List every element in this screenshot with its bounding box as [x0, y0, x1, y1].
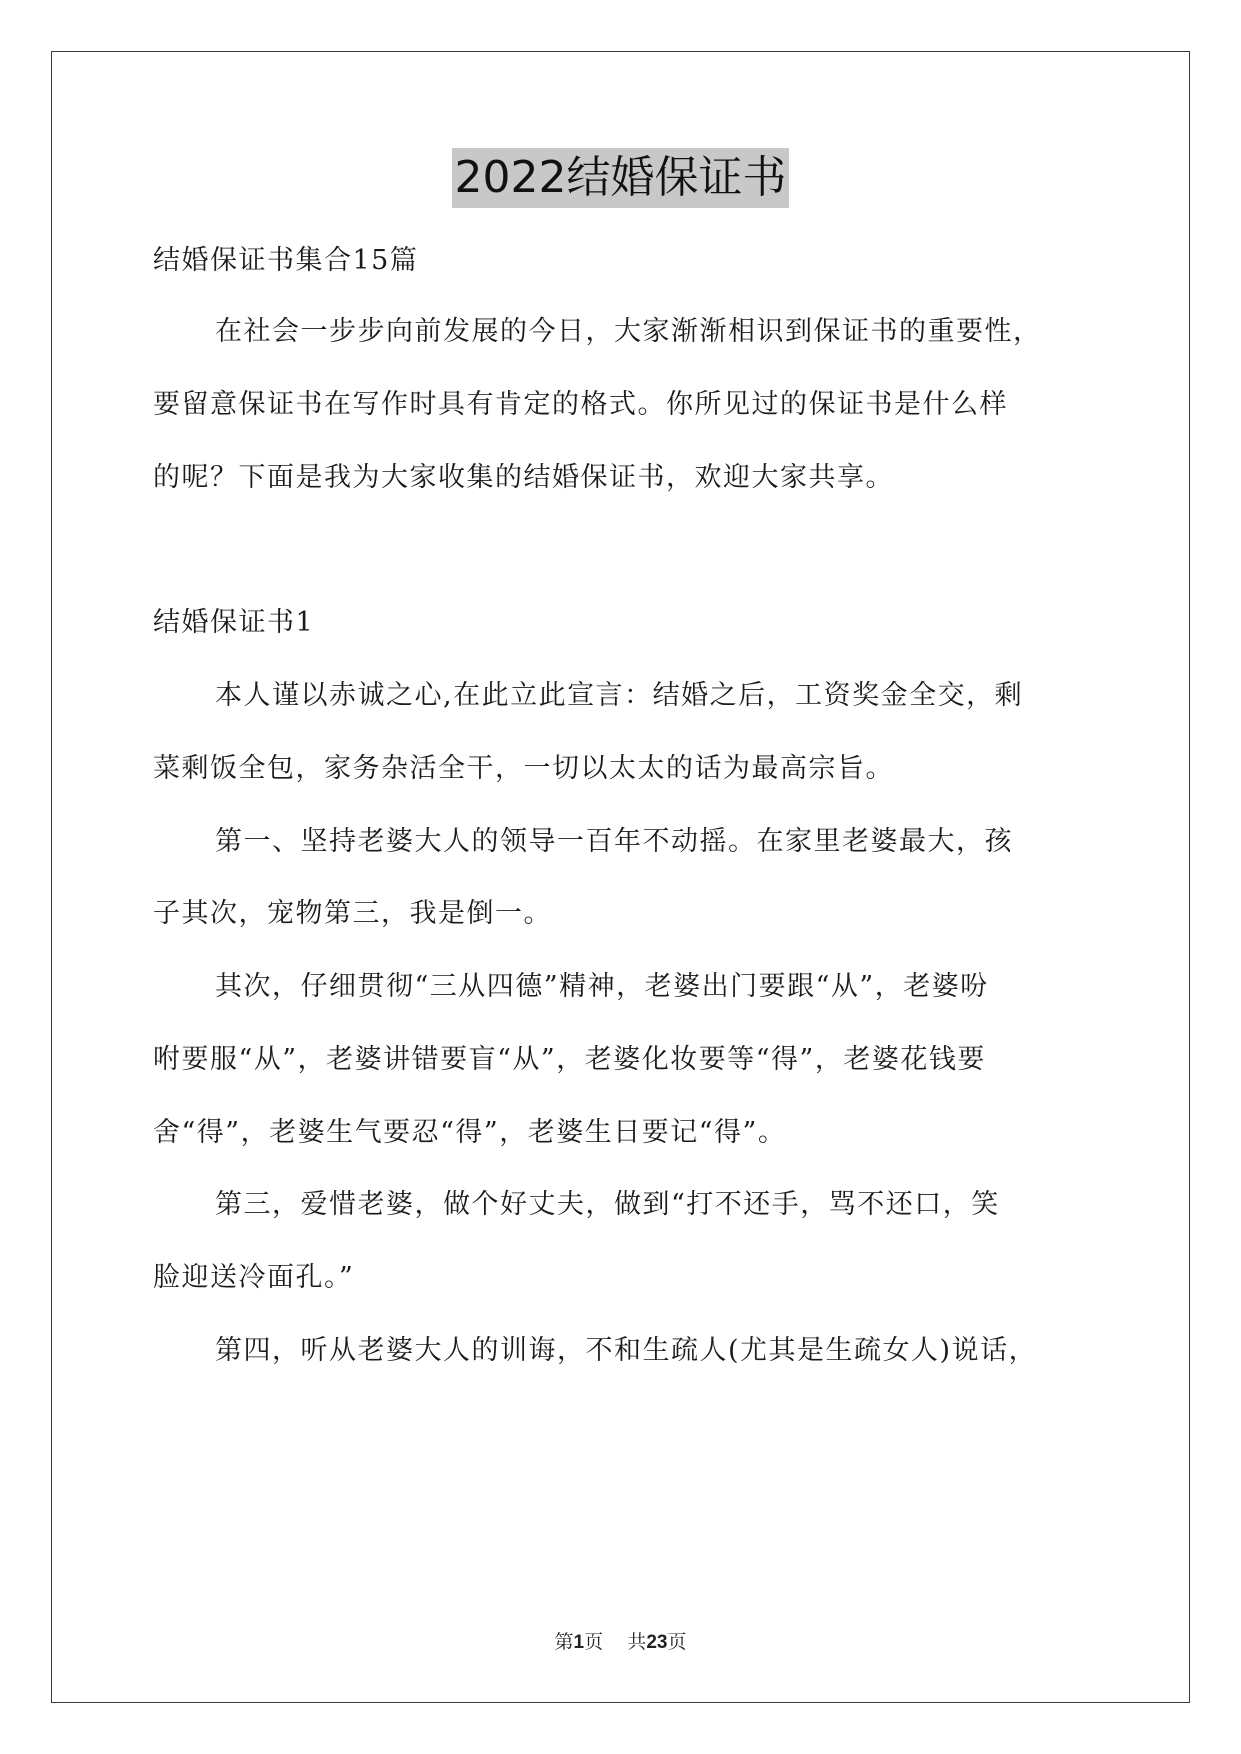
page-current: 1 — [573, 1632, 585, 1653]
paragraph-line: 其次，仔细贯彻“三从四德”精神，老婆出门要跟“从”，老婆吩 — [215, 971, 989, 1002]
page-border — [51, 51, 1190, 1703]
section-heading: 结婚保证书1 — [153, 607, 315, 638]
paragraph-line: 要留意保证书在写作时具有肯定的格式。你所见过的保证书是什么样 — [153, 389, 1008, 420]
paragraph-line: 的呢？下面是我为大家收集的结婚保证书，欢迎大家共享。 — [153, 462, 894, 493]
paragraph-line: 在社会一步步向前发展的今日，大家渐渐相识到保证书的重要性， — [215, 316, 1042, 347]
page-prefix: 第 — [554, 1631, 574, 1653]
page-label: 页 — [584, 1631, 604, 1653]
total-prefix: 共 — [627, 1631, 647, 1653]
paragraph-line: 第三，爱惜老婆，做个好丈夫，做到“打不还手，骂不还口，笑 — [215, 1189, 1000, 1220]
paragraph-line: 舍“得”，老婆生气要忍“得”，老婆生日要记“得”。 — [153, 1117, 787, 1148]
total-label: 页 — [667, 1631, 687, 1653]
document-title: 2022结婚保证书 — [452, 148, 790, 208]
page-total: 23 — [646, 1632, 668, 1653]
paragraph-line: 第四，听从老婆大人的训诲，不和生疏人(尤其是生疏女人)说话， — [215, 1335, 1038, 1366]
title-container — [0, 148, 1241, 208]
page-footer — [0, 1630, 1241, 1655]
paragraph-line: 第一、坚持老婆大人的领导一百年不动摇。在家里老婆最大，孩 — [215, 826, 1013, 857]
paragraph-line: 脸迎送冷面孔。” — [153, 1262, 355, 1293]
paragraph-line: 菜剩饭全包，家务杂活全干，一切以太太的话为最高宗旨。 — [153, 753, 894, 784]
paragraph-line: 本人谨以赤诚之心,在此立此宣言：结婚之后，工资奖金全交，剩 — [215, 680, 1024, 711]
paragraph-line: 咐要服“从”，老婆讲错要盲“从”，老婆化妆要等“得”，老婆花钱要 — [153, 1044, 986, 1075]
paragraph-line: 子其次，宠物第三，我是倒一。 — [153, 898, 552, 929]
subtitle: 结婚保证书集合15篇 — [153, 245, 419, 276]
